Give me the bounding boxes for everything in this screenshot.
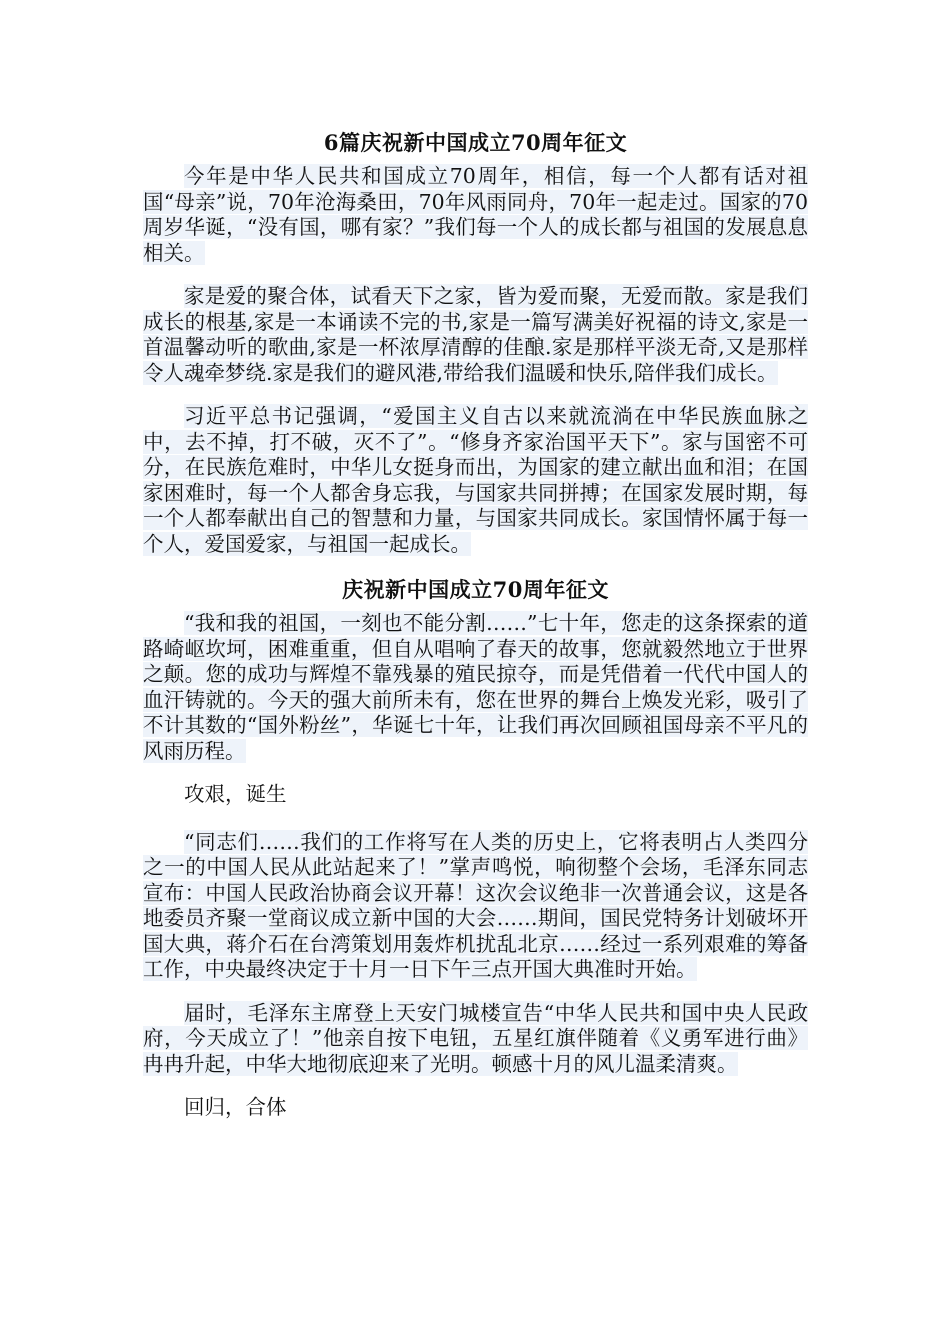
- subheading: [143, 1095, 808, 1121]
- paragraph: [143, 1001, 808, 1078]
- paragraph-text: 家是爱的聚合体，试看天下之家，皆为爱而聚，无爱而散。家是我们成长的根基,家是一本诵读不完的书,家是一篇写满美好祝福的诗文,家是一首温馨动听的歌曲,家是一杯浓厚清醇的佳酿.家是那样平淡无奇,又是那样令人魂牵梦绕.家是我们的避风港,带给我们温暖和快乐,陪伴我们成长。: [143, 284, 808, 385]
- paragraph: [143, 830, 808, 983]
- subheading-text: 回归，合体: [184, 1095, 287, 1119]
- paragraph: [143, 611, 808, 764]
- paragraph-text: 习近平总书记强调，“爱国主义自古以来就流淌在中华民族血脉之中，去不掉，打不破，灭不了”。“修身齐家治国平天下”。家与国密不可分，在民族危难时，中华儿女挺身而出，为国家的建立献出血和泪；在国家困难时，每一个人都舍身忘我，与国家共同拼搏；在国家发展时期，每一个人都奉献出自己的智慧和力量，与国家共同成长。家国情怀属于每一个人，爱国爱家，与祖国一起成长。: [143, 404, 808, 556]
- paragraph-text: 今年是中华人民共和国成立70周年，相信，每一个人都有话对祖国“母亲”说，70年沧海桑田，70年风雨同舟，70年一起走过。国家的70周岁华诞，“没有国，哪有家？”我们每一个人的成长都与祖国的发展息息相关。: [143, 164, 808, 265]
- paragraph: [143, 404, 808, 557]
- document-body: [143, 128, 808, 1143]
- paragraph-text: 届时，毛泽东主席登上天安门城楼宣告“中华人民共和国中央人民政府，今天成立了！”他亲自按下电钮，五星红旗伴随着《义勇军进行曲》冉冉升起，中华大地彻底迎来了光明。顿感十月的风儿温柔清爽。: [143, 1000, 808, 1076]
- paragraph: [143, 284, 808, 386]
- document-title: 6篇庆祝新中国成立70周年征文: [323, 130, 628, 155]
- paragraph: [143, 164, 808, 266]
- paragraph-text: “同志们……我们的工作将写在人类的历史上，它将表明占人类四分之一的中国人民从此站起来了！”掌声鸣悦，响彻整个会场，毛泽东同志宣布：中国人民政治协商会议开幕！这次会议绝非一次普通会议，这是各地委员齐聚一堂商议成立新中国的大会……期间，国民党特务计划破坏开国大典，蒋介石在台湾策划用轰炸机扰乱北京……经过一系列艰难的筹备工作，中央最终决定于十月一日下午三点开国大典准时开始。: [143, 829, 808, 981]
- subheading-text: 攻艰，诞生: [184, 782, 287, 806]
- subheading: [143, 782, 808, 808]
- paragraph-text: “我和我的祖国，一刻也不能分割……”七十年，您走的这条探索的道路崎岖坎坷，困难重重，但自从唱响了春天的故事，您就毅然地立于世界之颠。您的成功与辉煌不靠残暴的殖民掠夺，而是凭借着一代代中国人的血汗铸就的。今天的强大前所未有，您在世界的舞台上焕发光彩，吸引了不计其数的“国外粉丝”，华诞七十年，让我们再次回顾祖国母亲不平凡的风雨历程。: [143, 611, 808, 763]
- section-title: 庆祝新中国成立70周年征文: [342, 577, 609, 602]
